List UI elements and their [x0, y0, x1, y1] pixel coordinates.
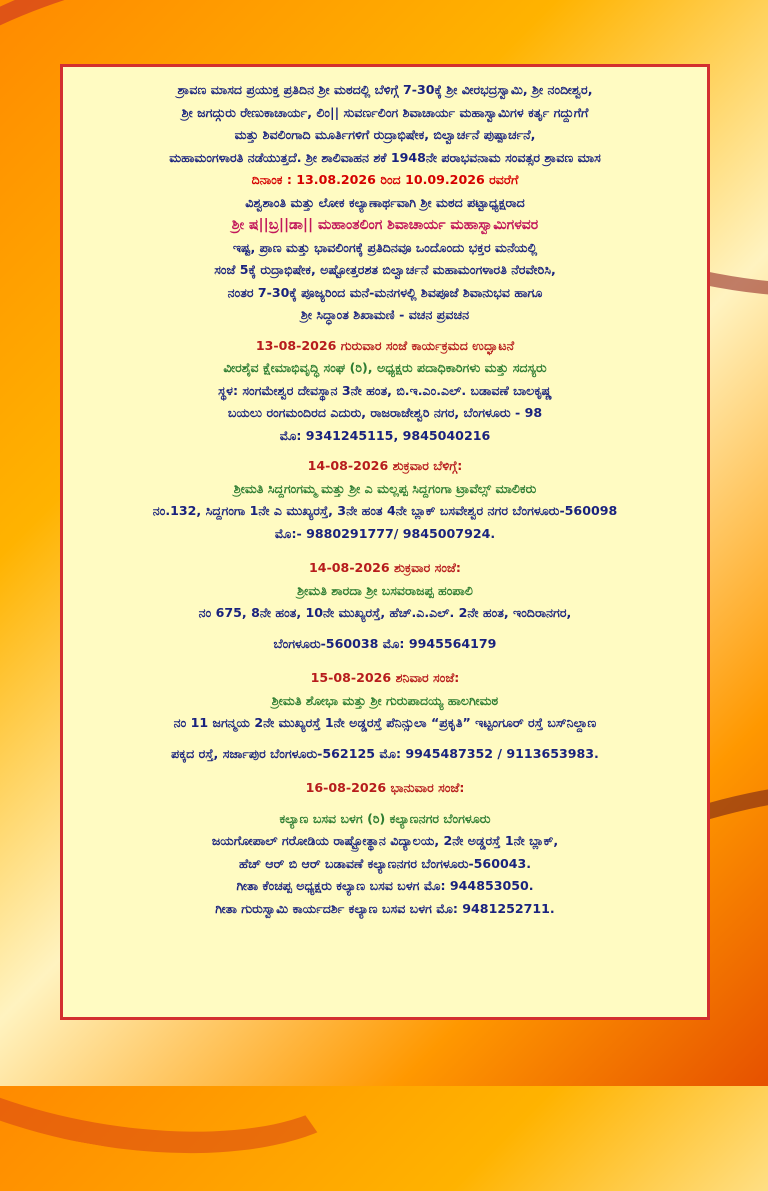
purpose-line: ವಿಶ್ವಶಾಂತಿ ಮತ್ತು ಲೋಕ ಕಲ್ಯಾಣಾರ್ಥವಾಗಿ ಶ್ರೀ ಮಠದ ಪಟ್ಟಾಧ್ಯಕ್ಷರಾದ	[245, 194, 525, 210]
event-detail: ಬಯಲು ರಂಗಮಂದಿರದ ಎದುರು, ರಾಜರಾಜೇಶ್ವರಿ ನಗರ, ಬೆಂಗಳೂರು - 98	[227, 405, 543, 420]
event-heading: 15-08-2026 ಶನಿವಾರ ಸಂಜೆ:	[310, 670, 460, 685]
event-detail: ಸ್ಥಳ: ಸಂಗಮೇಶ್ವರ ದೇವಸ್ಥಾನ 3ನೇ ಹಂತ, ಬಿ.ಇ.ಎಂ.ಎಲ್. ಬಡಾವಣೆ ಬಾಲಕೃಷ್ಣ	[218, 382, 552, 398]
intro-line: ಶ್ರೀ ಜಗದ್ಗುರು ರೇಣುಕಾಚಾರ್ಯ, ಲಿಂ|| ಸುವರ್ಣಲಿಂಗ ಶಿವಾಚಾರ್ಯ ಮಹಾಸ್ವಾಮಿಗಳ ಕರ್ತೃ ಗದ್ದುಗೆಗೆ	[181, 104, 589, 120]
program-line: ಇಷ್ಟ, ಪ್ರಾಣ ಮತ್ತು ಭಾವಲಿಂಗಕ್ಕೆ ಪ್ರತಿದಿನವೂ ಒಂದೊಂದು ಭಕ್ತರ ಮನೆಯಲ್ಲಿ	[232, 239, 538, 255]
event-detail: ಪಕ್ಕದ ರಸ್ತೆ, ಸರ್ಜಾಪುರ ಬೆಂಗಳೂರು-562125 ಮೊ: 9945487352 / 9113653983.	[171, 745, 599, 761]
date-line: ದಿನಾಂಕ : 13.08.2026 ರಿಂದ 10.09.2026 ರವರೆಗೆ	[251, 172, 519, 187]
event-detail: ಬೆಂಗಳೂರು-560038 ಮೊ: 9945564179	[273, 635, 497, 651]
event-host: ಶ್ರೀಮತಿ ಶಾರದಾ ಶ್ರೀ ಬಸವರಾಜಪ್ಪ ಹಂಪಾಲಿ	[297, 582, 473, 598]
event-detail: ನಂ 675, 8ನೇ ಹಂತ, 10ನೇ ಮುಖ್ಯರಸ್ತೆ, ಹೆಚ್.ಎ.ಎಲ್. 2ನೇ ಹಂತ, ಇಂದಿರಾನಗರ,	[198, 605, 572, 620]
event-detail: ಜಯಗೋಪಾಲ್ ಗರೋಡಿಯ ರಾಷ್ಟ್ರೋತ್ಥಾನ ವಿದ್ಯಾಲಯ, 2ನೇ ಅಡ್ಡರಸ್ತೆ 1ನೇ ಬ್ಲಾಕ್,	[211, 833, 559, 848]
event-detail: ಮೊ:- 9880291777/ 9845007924.	[274, 525, 496, 541]
event-detail: ಗೀತಾ ಗುರುಸ್ವಾಮಿ ಕಾರ್ಯದರ್ಶಿ ಕಲ್ಯಾಣ ಬಸವ ಬಳಗ ಮೊ: 9481252711.	[215, 900, 555, 916]
event-host: ಕಲ್ಯಾಣ ಬಸವ ಬಳಗ (ರಿ) ಕಲ್ಯಾಣನಗರ ಬೆಂಗಳೂರು	[279, 810, 491, 826]
event-heading: 14-08-2026 ಶುಕ್ರವಾರ ಬೆಳಿಗ್ಗೆ:	[307, 458, 463, 473]
event-detail: ನಂ.132, ಸಿದ್ದಗಂಗಾ 1ನೇ ಎ ಮುಖ್ಯರಸ್ತೆ, 3ನೇ ಹಂತ 4ನೇ ಬ್ಲಾಕ್ ಬಸವೇಶ್ವರ ನಗರ ಬೆಂಗಳೂರು-560098	[152, 503, 618, 518]
program-line: ನಂತರ 7-30ಕ್ಕೆ ಪೂಜ್ಯರಿಂದ ಮನೆ-ಮನಗಳಲ್ಲಿ ಶಿವಪೂಜೆ ಶಿವಾನುಭವ ಹಾಗೂ	[227, 284, 543, 300]
intro-line: ಶ್ರಾವಣ ಮಾಸದ ಪ್ರಯುಕ್ತ ಪ್ರತಿದಿನ ಶ್ರೀ ಮಠದಲ್ಲಿ ಬೆಳಿಗ್ಗೆ 7-30ಕ್ಕೆ ಶ್ರೀ ವೀರಭದ್ರಸ್ವಾಮಿ, ಶ್ರೀ ನಂದೀಶ್ವರ,	[177, 82, 593, 97]
intro-line: ಮತ್ತು ಶಿವಲಿಂಗಾದಿ ಮೂರ್ತಿಗಳಿಗೆ ರುದ್ರಾಭಿಷೇಕ, ಬಿಲ್ವಾರ್ಚನೆ ಪುಷ್ಪಾರ್ಚನೆ,	[234, 127, 536, 142]
event-heading: 13-08-2026 ಗುರುವಾರ ಸಂಜೆ ಕಾರ್ಯಕ್ರಮದ ಉದ್ಘಾಟನೆ	[255, 337, 515, 353]
intro-line: ಮಹಾಮಂಗಳಾರತಿ ನಡೆಯುತ್ತದೆ. ಶ್ರೀ ಶಾಲಿವಾಹನ ಶಕೆ 1948ನೇ ಪರಾಭವನಾಮ ಸಂವತ್ಸರ ಶ್ರಾವಣ ಮಾಸ	[169, 149, 601, 165]
swamiji-name: ಶ್ರೀ ಷ||ಬ್ರ||ಡಾ|| ಮಹಾಂತಲಿಂಗ ಶಿವಾಚಾರ್ಯ ಮಹಾಸ್ವಾಮಿಗಳವರ	[231, 217, 539, 233]
invitation-card	[60, 64, 710, 1020]
event-detail: ಗೀತಾ ಕೆಂಚಪ್ಪ ಅಧ್ಯಕ್ಷರು ಕಲ್ಯಾಣ ಬಸವ ಬಳಗ ಮೊ: 944853050.	[236, 878, 534, 893]
event-host: ವೀರಶೈವ ಕ್ಷೇಮಾಭಿವೃದ್ಧಿ ಸಂಘ (ರಿ), ಅಧ್ಯಕ್ಷರು ಪದಾಧಿಕಾರಿಗಳು ಮತ್ತು ಸದಸ್ಯರು	[223, 360, 547, 375]
program-line: ಶ್ರೀ ಸಿದ್ಧಾಂತ ಶಿಖಾಮಣಿ - ವಚನ ಪ್ರವಚನ	[300, 307, 470, 322]
event-host: ಶ್ರೀಮತಿ ಶೋಭಾ ಮತ್ತು ಶ್ರೀ ಗುರುಪಾದಯ್ಯ ಹಾಲಗೀಮಠ	[271, 692, 499, 708]
program-line: ಸಂಜೆ 5ಕ್ಕೆ ರುದ್ರಾಭಿಷೇಕ, ಅಷ್ಟೋತ್ತರಶತ ಬಿಲ್ವಾರ್ಚನೆ ಮಹಾಮಂಗಳಾರತಿ ನೆರವೇರಿಸಿ,	[214, 262, 556, 277]
event-detail: ನಂ 11 ಜಗನ್ಮಯ 2ನೇ ಮುಖ್ಯರಸ್ತೆ 1ನೇ ಅಡ್ಡರಸ್ತೆ ಪೆನಿನ್ಸುಲಾ “ಪ್ರಕೃತಿ” ಇಟ್ಟಂಗೂರ್ ರಸ್ತೆ ಬಸ್‌ನಿಲ್ದಾಣ	[173, 715, 597, 730]
event-heading: 16-08-2026 ಭಾನುವಾರ ಸಂಜೆ:	[305, 780, 465, 795]
event-host: ಶ್ರೀಮತಿ ಸಿದ್ದಗಂಗಮ್ಮ ಮತ್ತು ಶ್ರೀ ಎ ಮಲ್ಲಪ್ಪ ಸಿದ್ದಗಂಗಾ ಟ್ರಾವೆಲ್ಸ್ ಮಾಲಿಕರು	[233, 480, 537, 496]
event-detail: ಹೆಚ್ ಆರ್ ಬಿ ಆರ್ ಬಡಾವಣೆ ಕಲ್ಯಾಣನಗರ ಬೆಂಗಳೂರು-560043.	[238, 855, 532, 871]
event-detail: ಮೊ: 9341245115, 9845040216	[279, 427, 491, 443]
event-heading: 14-08-2026 ಶುಕ್ರವಾರ ಸಂಜೆ:	[309, 560, 461, 575]
